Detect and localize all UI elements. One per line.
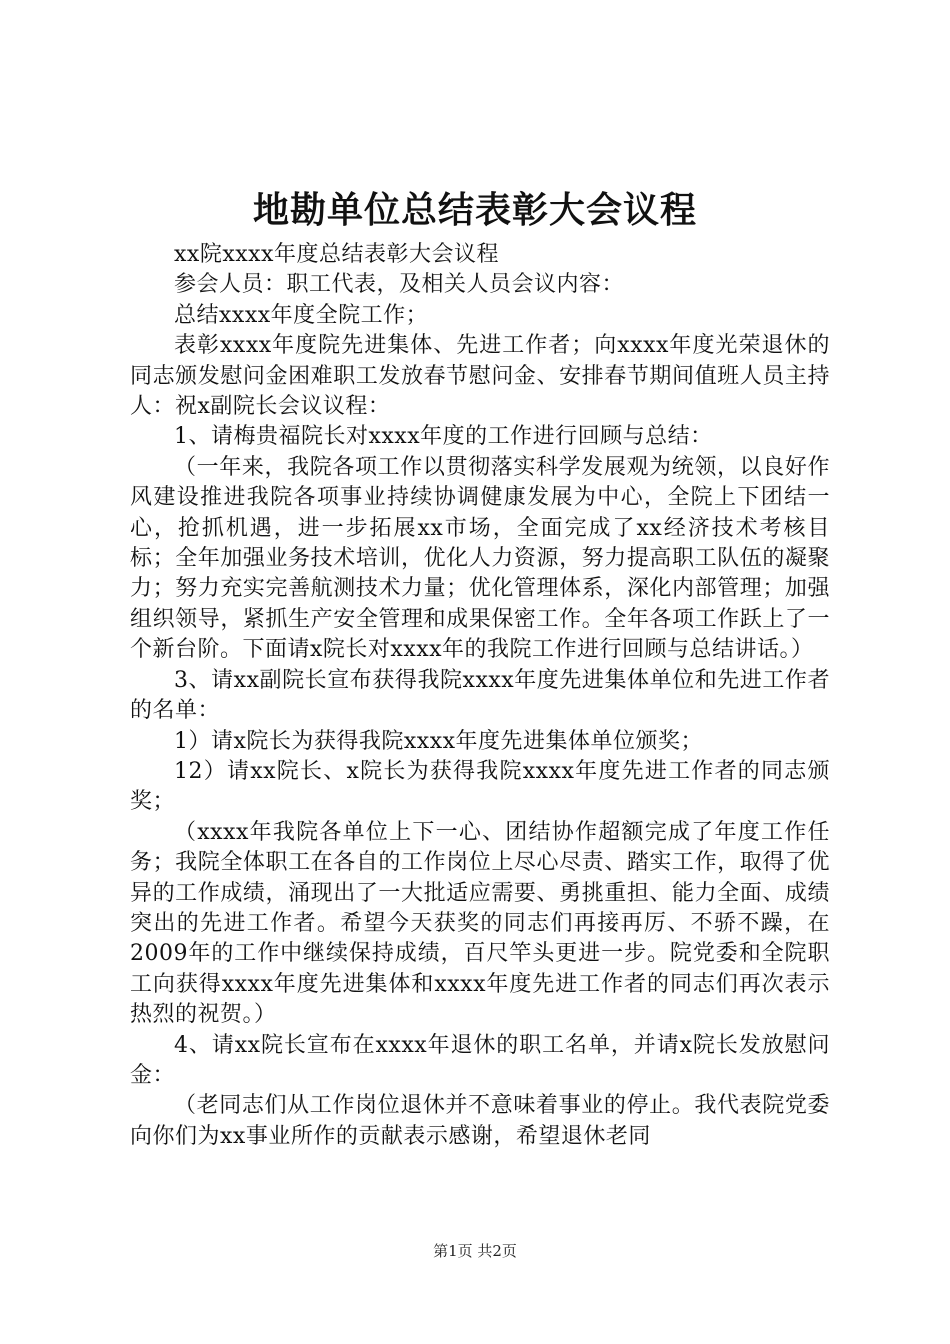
paragraph-summary-item: 总结xxxx年度全院工作； (174, 302, 429, 328)
paragraph-award-individuals: 12）请xx院长、x院长为获得我院xxxx年度先进工作者的同志颁奖； (130, 758, 830, 815)
paragraph-award-collective: 1）请x院长为获得我院xxxx年度先进集体单位颁奖； (174, 728, 704, 754)
paragraph-meeting-agenda-heading: xx院xxxx年度总结表彰大会议程 (174, 242, 499, 267)
paragraph-agenda-step-4: 4、请xx院长宣布在xxxx年退休的职工名单，并请x院长发放慰问金： (130, 1032, 830, 1088)
paragraph-retirement-remarks: （老同志们从工作岗位退休并不意味着事业的停止。我代表院党委向你们为xx事业所作的贡献表示感谢，希望退休老同 (130, 1093, 830, 1149)
paragraph-attendees: 参会人员：职工代表，及相关人员会议内容： (174, 272, 625, 298)
paragraph-agenda-step-3: 3、请xx副院长宣布获得我院xxxx年度先进集体单位和先进工作者的名单： (130, 667, 830, 724)
document-body (130, 240, 830, 1152)
paragraph-award-remarks: （xxxx年我院各单位上下一心、团结协作超额完成了年度工作任务；我院全体职工在各自的工作岗位上尽心尽责、踏实工作，取得了优异的工作成绩，涌现出了一大批适应需要、勇挑重担、能力全面、成绩突出的先进工作者。希望今天获奖的同志们再接再厉、不骄不躁，在2009年的工作中继续保持成绩，百尺竿头更进一步。院党委和全院职工向获得xxxx年度先进集体和xxxx年度先进工作者的同志们再次表示热烈的祝贺。） (130, 819, 830, 1028)
paragraph-commendation-item: 表彰xxxx年度院先进集体、先进工作者；向xxxx年度光荣退休的同志颁发慰问金困难职工发放春节慰问金、安排春节期间值班人员主持人：祝x副院长会议议程： (130, 333, 830, 420)
paragraph-annual-review-remarks: （一年来，我院各项工作以贯彻落实科学发展观为统领，以良好作风建设推进我院各项事业持续协调健康发展为中心，全院上下团结一心，抢抓机遇，进一步拓展xx市场，全面完成了xx经济技术考核目标；全年加强业务技术培训，优化人力资源，努力提高职工队伍的凝聚力；努力充实完善航测技术力量；优化管理体系，深化内部管理；加强组织领导，紧抓生产安全管理和成果保密工作。全年各项工作跃上了一个新台阶。下面请x院长对xxxx年的我院工作进行回顾与总结讲话。） (130, 454, 830, 663)
paragraph-agenda-step-1: 1、请梅贵福院长对xxxx年度的工作进行回顾与总结： (174, 424, 713, 450)
document-title: 地勘单位总结表彰大会议程 (252, 189, 697, 231)
page-number-footer: 第1页 共2页 (433, 1242, 517, 1260)
